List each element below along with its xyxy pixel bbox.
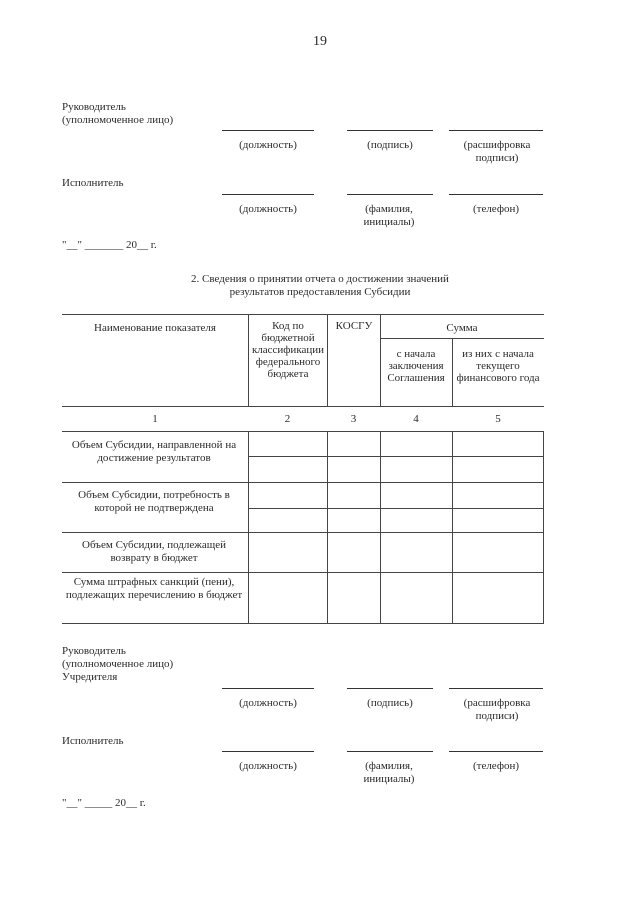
head-position-caption-2: (должность): [239, 697, 297, 709]
head-signature-line-2: [347, 688, 433, 689]
col-number-2: 2: [284, 413, 291, 425]
table-row-label: Сумма штрафных санкций (пени), подлежащих перечислению в бюджет: [65, 576, 243, 601]
header-since-start: с начала заключения Соглашения: [387, 348, 445, 384]
page-number: 19: [313, 34, 327, 49]
executor-position-line: [222, 194, 314, 195]
head-label: Руководитель: [62, 101, 126, 113]
date-line-2: "__" _____ 20__ г.: [62, 797, 146, 809]
executor-phone-caption-2: (телефон): [472, 760, 520, 772]
head-position-line-2: [222, 688, 314, 689]
executor-name-caption: (фамилия, инициалы): [363, 203, 415, 228]
head-org-2: Учредителя: [62, 671, 118, 683]
section-title-line2: результатов предоставления Субсидии: [229, 286, 411, 298]
head-signature-caption: (подпись): [367, 139, 413, 151]
head-sublabel-2: (уполномоченное лицо): [62, 658, 174, 670]
head-name-line-2: [449, 688, 543, 689]
header-sum: Сумма: [446, 322, 478, 334]
head-name-line: [449, 130, 543, 131]
executor-name-line-2: [347, 751, 433, 752]
head-name-caption: (расшифровка подписи): [463, 139, 531, 164]
head-position-caption: (должность): [239, 139, 297, 151]
col-number-5: 5: [495, 413, 501, 425]
head-signature-caption-2: (подпись): [367, 697, 413, 709]
executor-label: Исполнитель: [62, 177, 124, 189]
header-current-year: из них с начала текущего финансового года: [456, 348, 540, 384]
header-name: Наименование показателя: [94, 322, 216, 334]
date-line: "__" _______ 20__ г.: [62, 239, 157, 251]
head-signature-line: [347, 130, 433, 131]
executor-name-caption-2: (фамилия, инициалы): [363, 760, 415, 785]
executor-position-caption: (должность): [239, 203, 297, 215]
header-kosgu: КОСГУ: [335, 320, 373, 332]
executor-phone-line: [449, 194, 543, 195]
table-row-label: Объем Субсидии, потребность в которой не подтверждена: [78, 489, 230, 514]
col-number-1: 1: [152, 413, 158, 425]
head-sublabel: (уполномоченное лицо): [62, 114, 174, 126]
executor-label-2: Исполнитель: [62, 735, 124, 747]
report-table: [62, 314, 544, 624]
header-kbk: Код по бюджетной классификации федерального бюджета: [251, 320, 325, 380]
table-row-label: Объем Субсидии, подлежащей возврату в бюджет: [82, 539, 226, 564]
head-name-caption-2: (расшифровка подписи): [463, 697, 531, 722]
executor-phone-line-2: [449, 751, 543, 752]
executor-position-line-2: [222, 751, 314, 752]
head-label-2: Руководитель: [62, 645, 126, 657]
col-number-4: 4: [413, 413, 419, 425]
head-position-line: [222, 130, 314, 131]
executor-position-caption-2: (должность): [239, 760, 297, 772]
section-title-line1: 2. Сведения о принятии отчета о достижении значений: [191, 273, 449, 285]
executor-phone-caption: (телефон): [472, 203, 520, 215]
table-row-label: Объем Субсидии, направленной на достижение результатов: [71, 439, 237, 464]
executor-name-line: [347, 194, 433, 195]
col-number-3: 3: [350, 413, 357, 425]
